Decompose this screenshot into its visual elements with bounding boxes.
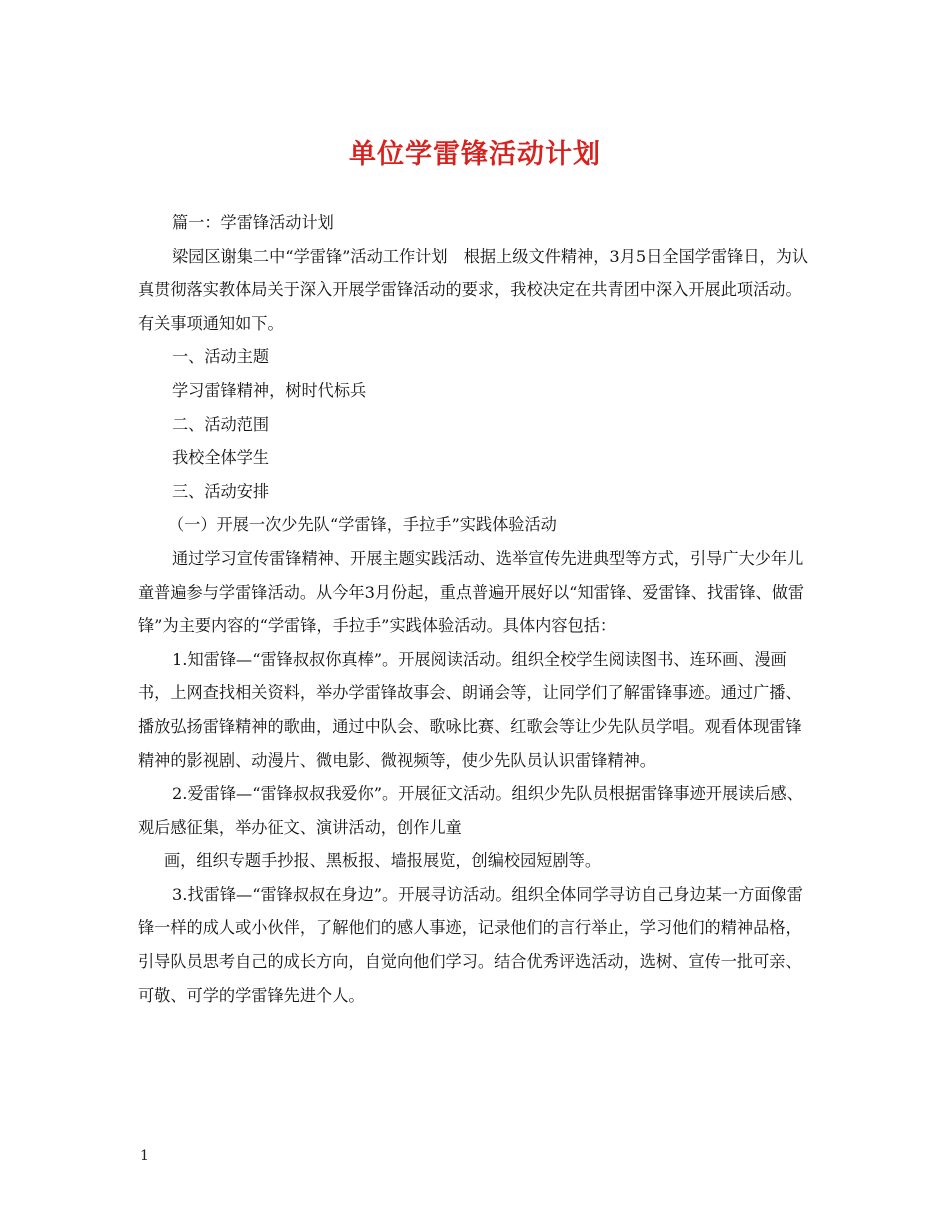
heading-arrangement: 三、活动安排 [172,481,270,501]
intro-paragraph: 梁园区谢集二中“学雷锋”活动工作计划 根据上级文件精神，3月5日全国学雷锋日，为认真贯彻落实教体局关于深入开展学雷锋活动的要求，我校决定在共青团中深入开展此项活动。有关事项通知如下。 [138,246,809,333]
theme-text: 学习雷锋精神，树时代标兵 [172,380,367,400]
heading-scope: 二、活动范围 [172,414,270,434]
item-love-leifeng-continued: 画，组织专题手抄报、黑板报、墙报展览，创编校园短剧等。 [164,851,602,871]
item-love-leifeng: 2.爱雷锋—“雷锋叔叔我爱你”。开展征文活动。组织少先队员根据雷锋事迹开展读后感、观后感征集，举办征文、演讲活动，创作儿童 [138,784,803,837]
activity-description-paragraph: 通过学习宣传雷锋精神、开展主题实践活动、选举宣传先进典型等方式，引导广大少年儿童普遍参与学雷锋活动。从今年3月份起，重点普遍开展好以“知雷锋、爱雷锋、找雷锋、做雷锋”为主要内容的“学雷锋，手拉手”实践体验活动。具体内容包括： [138,548,805,636]
document-title: 单位学雷锋活动计划 [349,139,601,170]
document-body [138,206,814,1012]
item-know-leifeng: 1.知雷锋—“雷锋叔叔你真棒”。开展阅读活动。组织全校学生阅读图书、连环画、漫画书，上网查找相关资料，举办学雷锋故事会、朗诵会等，让同学们了解雷锋事迹。通过广播、播放弘扬雷锋精神的歌曲，通过中队会、歌咏比赛、红歌会等让少先队员学唱。观看体现雷锋精神的影视剧、动漫片、微电影、微视频等，使少先队员认识雷锋精神。 [138,649,802,770]
page-number: 1 [140,1148,149,1164]
item-find-leifeng: 3.找雷锋—“雷锋叔叔在身边”。开展寻访活动。组织全体同学寻访自己身边某一方面像雷锋一样的成人或小伙伴，了解他们的感人事迹，记录他们的言行举止，学习他们的精神品格，引导队员思考自己的成长方向，自觉向他们学习。结合优秀评选活动，选树、宣传一批可亲、可敬、可学的学雷锋先进个人。 [138,884,803,1005]
scope-text: 我校全体学生 [172,448,270,468]
subheading-activity-one: （一）开展一次少先队“学雷锋，手拉手”实践体验活动 [168,515,557,535]
heading-theme: 一、活动主题 [172,347,270,367]
section-heading-part1: 篇一：学雷锋活动计划 [172,213,334,232]
